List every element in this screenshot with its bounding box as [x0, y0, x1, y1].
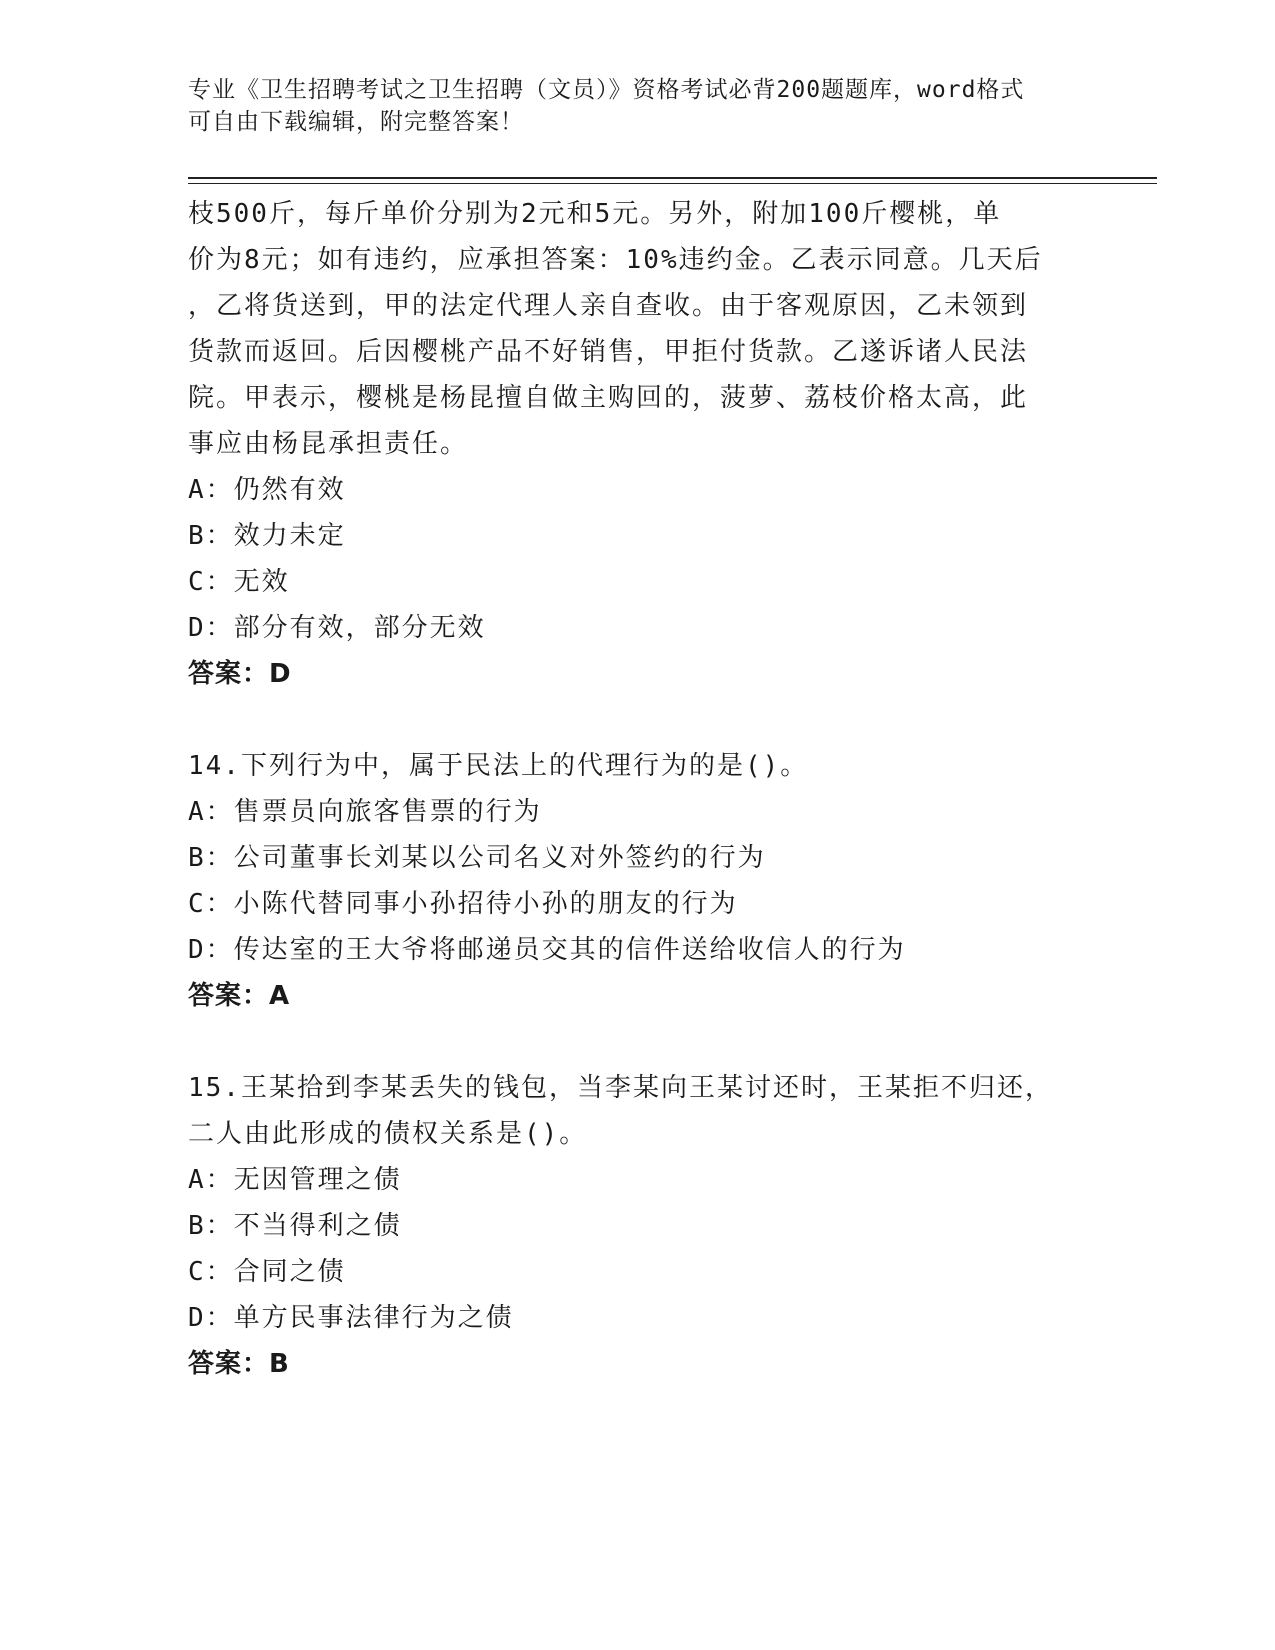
- question-13-option-c: C：无效: [188, 567, 290, 597]
- spacer: [188, 1019, 1088, 1065]
- question-15-option-a: A：无因管理之债: [188, 1165, 402, 1195]
- question-13-continued: [188, 191, 1088, 697]
- question-15-stem-line: 二人由此形成的债权关系是()。: [188, 1119, 588, 1149]
- question-13-stem-line: 价为8元；如有违约，应承担答案：10%违约金。乙表示同意。几天后: [188, 245, 1043, 275]
- question-15: [188, 1065, 1088, 1387]
- question-14-option-d: D：传达室的王大爷将邮递员交其的信件送给收信人的行为: [188, 935, 906, 965]
- question-13-option-d: D：部分有效，部分无效: [188, 613, 486, 643]
- question-15-option-b: B：不当得利之债: [188, 1211, 402, 1241]
- question-13-stem-line: 事应由杨昆承担责任。: [188, 429, 469, 459]
- question-15-stem-line: 15.王某拾到李某丢失的钱包，当李某向王某讨还时，王某拒不归还，: [188, 1073, 1053, 1103]
- question-13-option-a: A：仍然有效: [188, 475, 346, 505]
- question-14-stem: 14.下列行为中，属于民法上的代理行为的是()。: [188, 751, 809, 781]
- question-13-stem-line: 货款而返回。后因樱桃产品不好销售，甲拒付货款。乙遂诉诸人民法: [188, 337, 1029, 367]
- question-15-option-c: C：合同之债: [188, 1257, 346, 1287]
- document-header: [188, 74, 1068, 138]
- header-title-line-1: 专业《卫生招聘考试之卫生招聘（文员）》资格考试必背200题题库，word格式: [188, 77, 1025, 103]
- question-14-answer: 答案：A: [188, 981, 291, 1011]
- question-14-option-c: C：小陈代替同事小孙招待小孙的朋友的行为: [188, 889, 738, 919]
- question-15-answer: 答案：B: [188, 1349, 290, 1379]
- question-14-option-b: B：公司董事长刘某以公司名义对外签约的行为: [188, 843, 766, 873]
- question-15-option-d: D：单方民事法律行为之债: [188, 1303, 514, 1333]
- header-title-line-2: 可自由下载编辑，附完整答案！: [188, 109, 524, 135]
- spacer: [188, 697, 1088, 743]
- header-divider: [188, 177, 1157, 184]
- question-13-answer: 答案：D: [188, 659, 292, 689]
- document-body: [188, 191, 1088, 1387]
- question-13-stem-line: 枝500斤，每斤单价分别为2元和5元。另外，附加100斤樱桃，单: [188, 199, 1002, 229]
- question-14-option-a: A：售票员向旅客售票的行为: [188, 797, 542, 827]
- question-14: [188, 743, 1088, 1019]
- question-13-stem-line: ，乙将货送到，甲的法定代理人亲自查收。由于客观原因，乙未领到: [188, 291, 1029, 321]
- question-13-option-b: B：效力未定: [188, 521, 346, 551]
- question-13-stem-line: 院。甲表示，樱桃是杨昆擅自做主购回的，菠萝、荔枝价格太高，此: [188, 383, 1029, 413]
